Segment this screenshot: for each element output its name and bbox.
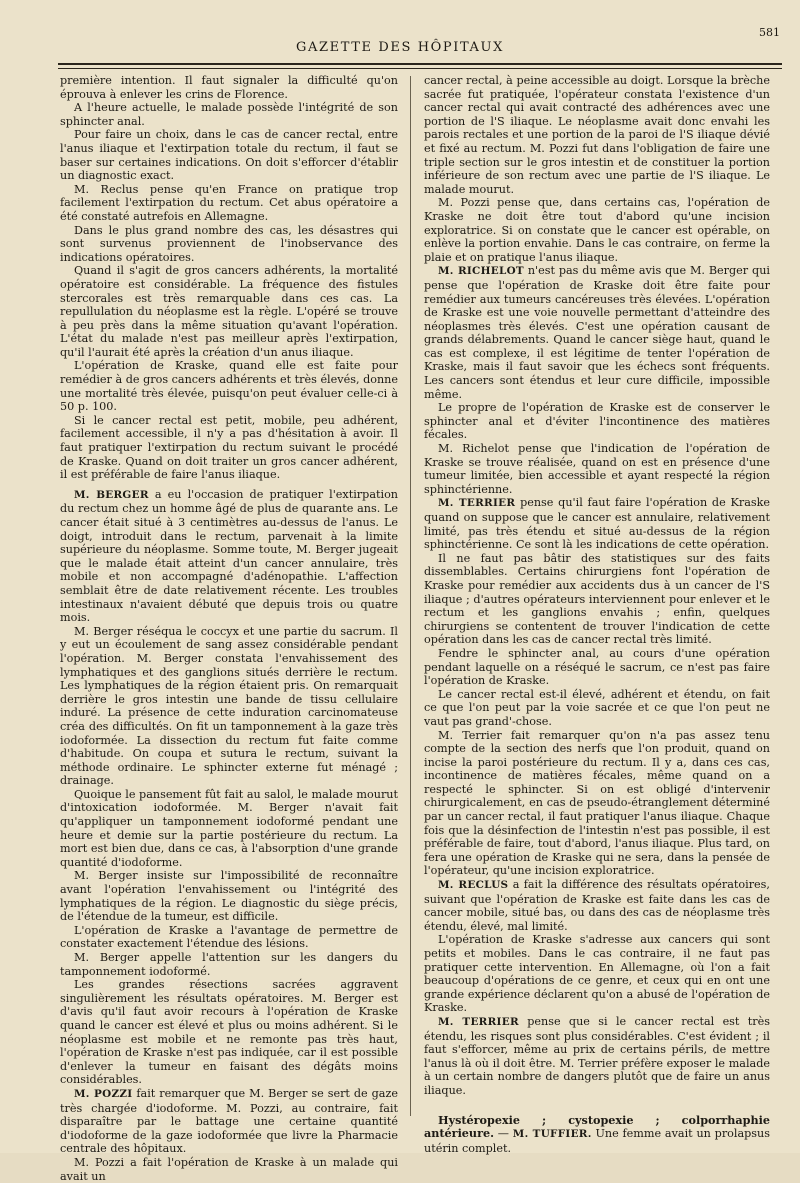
paragraph <box>60 788 398 870</box>
paragraph <box>424 196 770 264</box>
paragraph-text: Le propre de l'opération de Kraske est de conserver le sphincter anal et d'éviter l'incontinence des matières fécales. <box>424 401 770 442</box>
left-column <box>60 74 399 1183</box>
paragraph-text: A l'heure actuelle, le malade possède l'intégrité de son sphincter anal. <box>60 101 398 128</box>
paragraph-text: Pour faire un choix, dans le cas de cancer rectal, entre l'anus iliaque et l'extirpation totale du rectum, il faut se baser sur certaines indications. On doit s'efforcer d'établir un diagnostic exact. <box>60 128 398 183</box>
paragraph-text: M. Reclus pense qu'en France on pratique trop facilement l'extirpation du rectum. Cet abus opératoire a été constaté autrefois en Allemagne. <box>60 182 398 223</box>
paragraph-text: Une femme avait un prolapsus utérin complet. <box>424 1127 770 1155</box>
paragraph <box>60 1156 398 1183</box>
paragraph <box>424 496 770 551</box>
page-number: 581 <box>759 26 780 39</box>
paragraph-text: Fendre le sphincter anal, au cours d'une opération pendant laquelle on a réséqué le sacrum, ce n'est pas faire l'opération de Kraske. <box>424 646 770 688</box>
paragraph <box>60 488 398 625</box>
section-heading: Hystéropexie ; cystopexie ; colporrhaphie antérieure. <box>424 1112 770 1141</box>
paragraph-text: L'opération de Kraske a l'avantage de permettre de constater exactement l'étendue des lésions. <box>60 923 398 951</box>
paragraph <box>60 978 398 1087</box>
paragraph <box>60 74 398 101</box>
paragraph <box>60 264 398 359</box>
right-column <box>424 74 770 1155</box>
paragraph-text: L'opération de Kraske s'adresse aux cancers qui sont petits et mobiles. Dans le cas contraire, il ne faut pas pratiquer cette intervention. En Allemagne, où l'on a fait beaucoup d'opérations de ce genre, et ceux qui en ont une grande expérience déclarent qu'on a abusé de l'opération de Kraske. <box>424 933 770 1015</box>
header-rule-thin <box>58 68 782 69</box>
paragraph <box>60 625 398 788</box>
paragraph-text: n'est pas du même avis que M. Berger qui pense que l'opération de Kraske doit être faite pour remédier aux tumeurs cancéreuses très élevées. L'opération de Kraske est une voie nouvelle permettant d'atteindre des néoplasmes très élevés. C'est une opération causant de grands délabrements. Quand le cancer siège haut, quand le cas est complexe, il est légitime de tenter l'opération de Kraske, mais il faut savoir que les échecs sont fréquents. Les cancers sont étendus et leur cure difficile, impossible même. <box>424 264 770 401</box>
paragraph-text: M. Berger insiste sur l'impossibilité de reconnaître avant l'opération l'envahissement ou l'intégrité des lymphatiques de la région. Le diagnostic du siège précis, de l'étendue de la tumeur, est difficile. <box>60 869 398 924</box>
section-heading-paragraph <box>424 1114 770 1156</box>
paragraph <box>424 878 770 933</box>
paragraph <box>60 869 398 923</box>
speaker-name: M. RECLUS <box>438 879 509 892</box>
paragraph-text: Les grandes résections sacrées aggravent singulièrement les résultats opératoires. M. Berger est d'avis qu'il faut avoir recours à l'opération de Kraske quand le cancer est élevé et plus ou moins adhérent. Si le néoplasme est mobile et ne remonte pas très haut, l'opération de Kraske n'est pas indiquée, car il est possible d'enlever la tumeur en faisant des dégâts moins considérables. <box>60 978 398 1087</box>
paragraph-text: cancer rectal, à peine accessible au doigt. Lorsque la brèche sacrée fut pratiquée, l'opérateur constata l'existence d'un cancer rectal qui avait contracté des adhérences avec une portion de l'S iliaque. Le néoplasme avait donc envahi les parois rectales et une portion de la paroi de l'S iliaque dévié et fixé au rectum. M. Pozzi fut dans l'obligation de faire une triple section sur le gros intestin et de constituer la portion inférieure de son rectum avec une partie de l'S iliaque. Le malade mourut. <box>424 74 770 196</box>
paragraph-text: M. Berger réséqua le coccyx et une partie du sacrum. Il y eut un écoulement de sang assez considérable pendant l'opération. M. Berger constata l'envahissement des lymphatiques et des ganglions situés derrière le rectum. Les lymphatiques de la région étaient pris. On remarquait derrière le gros intestin une bande de tissu cellulaire induré. La présence de cette induration carcinomateuse créa des difficultés. On fit un tamponnement à la gaze très iodoformée. La dissection du rectum fut faite comme d'habitude. On coupa et sutura le rectum, suivant la méthode ordinaire. Le sphincter externe fut ménagé ; drainage. <box>60 624 398 788</box>
paragraph-text: Quoique le pansement fût fait au salol, le malade mourut d'intoxication iodoformée. M. Berger n'avait fait qu'appliquer un tamponnement iodoformé pendant une heure et demie sur la partie postérieure du rectum. La mort est bien due, dans ce cas, à l'absorption d'une grande quantité d'iodoforme. <box>60 787 398 869</box>
paragraph <box>424 688 770 729</box>
paragraph-text: pense que si le cancer rectal est très étendu, les risques sont plus considérables. C'est évident ; il faut s'efforcer, même au prix de certains périls, de mettre l'anus là où il doit être. M. Terrier préfère exposer le malade à un certain nombre de dangers plutôt que de faire un anus iliaque. <box>424 1014 770 1097</box>
masthead-title: GAZETTE DES HÔPITAUX <box>296 40 504 55</box>
paragraph-text: Le cancer rectal est-il élevé, adhérent et étendu, on fait ce que l'on peut par la voie sacrée et ce que l'on peut ne vaut pas grand'-chose. <box>424 687 770 728</box>
paragraph <box>424 1015 770 1098</box>
paragraph <box>60 224 398 265</box>
speaker-name: M. RICHELOT <box>438 265 524 278</box>
paragraph-text: Il ne faut pas bâtir des statistiques sur des faits dissemblables. Certains chirurgiens font l'opération de Kraske pour remédier aux accidents dus à un cancer de l'S iliaque ; d'autres opérateurs interviennent pour enlever et le rectum et les ganglions envahis ; enfin, quelques chirurgiens se contentent de trouver l'indication de cette opération dans les cas de cancer rectal très limité. <box>424 551 770 647</box>
paragraph <box>60 924 398 951</box>
paragraph-text: Si le cancer rectal est petit, mobile, peu adhérent, facilement accessible, il n'y a pas d'hésitation à avoir. Il faut pratiquer l'extirpation du rectum suivant le procédé de Kraske. Quand on doit traiter un gros cancer adhérent, il est préférable de faire l'anus iliaque. <box>60 413 398 482</box>
speaker-name: M. TERRIER <box>438 497 516 510</box>
paragraph-text: L'opération de Kraske, quand elle est faite pour remédier à de gros cancers adhérents et très élevés, donne une mortalité très élevée, puisqu'on peut évaluer celle-ci à 50 p. 100. <box>60 359 398 414</box>
header-rule-thick <box>58 63 782 65</box>
paragraph-text: M. Pozzi pense que, dans certains cas, l'opération de Kraske ne doit être tout d'abord qu'une incision exploratrice. Si on constate que le cancer est opérable, on enlève la portion envahie. Dans le cas contraire, on ferme la plaie et on pratique l'anus iliaque. <box>424 196 770 264</box>
paragraph <box>424 442 770 496</box>
paragraph-text: Dans le plus grand nombre des cas, les désastres qui sont survenus proviennent de l'inobservance des indications opératoires. <box>60 223 398 264</box>
paragraph-text: première intention. Il faut signaler la difficulté qu'on éprouva à enlever les crins de Florence. <box>60 74 398 101</box>
paragraph <box>424 552 770 647</box>
paragraph-text: M. Richelot pense que l'indication de l'opération de Kraske se trouve réalisée, quand on est en présence d'une tumeur limitée, bien accessible et ayant respecté la région sphinctérienne. <box>424 442 770 496</box>
speaker-name: M. BERGER <box>74 488 149 501</box>
paragraph-text: M. Berger appelle l'attention sur les dangers du tamponnement iodoformé. <box>60 951 398 978</box>
paragraph <box>424 264 770 401</box>
paragraph <box>60 951 398 978</box>
paragraph-text: M. Terrier fait remarquer qu'on n'a pas assez tenu compte de la section des nerfs que l'on produit, quand on incise la paroi postérieure du rectum. Il y a, dans ces cas, incontinence de matières fécales, même quand on a respecté le sphincter. Si on est obligé d'intervenir chirurgicalement, en cas de pseudo-étranglement déterminé par un cancer rectal, il faut pratiquer l'anus iliaque. Chaque fois que la désinfection de l'intestin n'est pas possible, il est préférable de faire, tout d'abord, l'anus iliaque. Plus tard, on fera une opération de Kraske qui ne sera, dans la pensée de l'opérateur, qu'une incision exploratrice. <box>424 728 770 878</box>
paragraph <box>424 729 770 879</box>
paragraph-text: M. Pozzi a fait l'opération de Kraske à un malade qui avait un <box>60 1155 398 1183</box>
paragraph <box>60 183 398 224</box>
speaker-name: M. POZZI <box>74 1087 133 1100</box>
paragraph <box>424 401 770 442</box>
paragraph-text: Quand il s'agit de gros cancers adhérents, la mortalité opératoire est considérable. La fréquence des fistules stercorales est très remarquable dans ces cas. La repullulation du néoplasme est la règle. L'opéré se trouve à peu près dans la même situation qu'avant l'opération. L'état du malade n'est pas meilleur après l'extirpation, qu'il l'aurait été après la création d'un anus iliaque. <box>60 264 398 359</box>
speaker-name: M. TERRIER <box>438 1015 519 1028</box>
paragraph-text: a eu l'occasion de pratiquer l'extirpation du rectum chez un homme âgé de plus de quarante ans. Le cancer était situé à 3 centimètres au-dessus de l'anus. Le doigt, introduit dans le rectum, parvenait à la limite supérieure du néoplasme. Somme toute, M. Berger jugeait que le malade était atteint d'un cancer annulaire, très mobile et non accompagné d'adénopathie. L'affection semblait être de date relativement récente. Les troubles intestinaux n'avaient débuté que depuis trois ou quatre mois. <box>60 487 399 625</box>
paragraph <box>424 933 770 1015</box>
paragraph-text: fait remarquer que M. Berger se sert de gaze très chargée d'iodoforme. M. Pozzi, au contraire, fait disparaître par le battage une certaine quantité d'iodoforme de la gaze iodoformée que livre la Pharmacie centrale des hôpitaux. <box>60 1086 398 1156</box>
paragraph <box>60 359 398 413</box>
speaker-name: M. TUFFIER. <box>512 1128 592 1141</box>
paragraph <box>424 74 770 196</box>
paragraph <box>424 647 770 688</box>
paragraph <box>60 414 398 482</box>
heading-dash: — <box>493 1127 513 1141</box>
paragraph-text: a fait la différence des résultats opératoires, suivant que l'opération de Kraske est faite dans les cas de cancer mobile, situé bas, ou dans des cas de néoplasme très étendu, élevé, mal limité. <box>424 878 770 933</box>
column-divider <box>410 76 411 1116</box>
paragraph-text: pense qu'il faut faire l'opération de Kraske quand on suppose que le cancer est annulaire, relativement limité, pas très étendu et situé au-dessus de la région sphinctérienne. Ce sont là les indications de cette opération. <box>424 496 770 552</box>
paragraph <box>60 1087 398 1156</box>
paragraph <box>60 101 398 128</box>
paragraph <box>60 128 398 182</box>
